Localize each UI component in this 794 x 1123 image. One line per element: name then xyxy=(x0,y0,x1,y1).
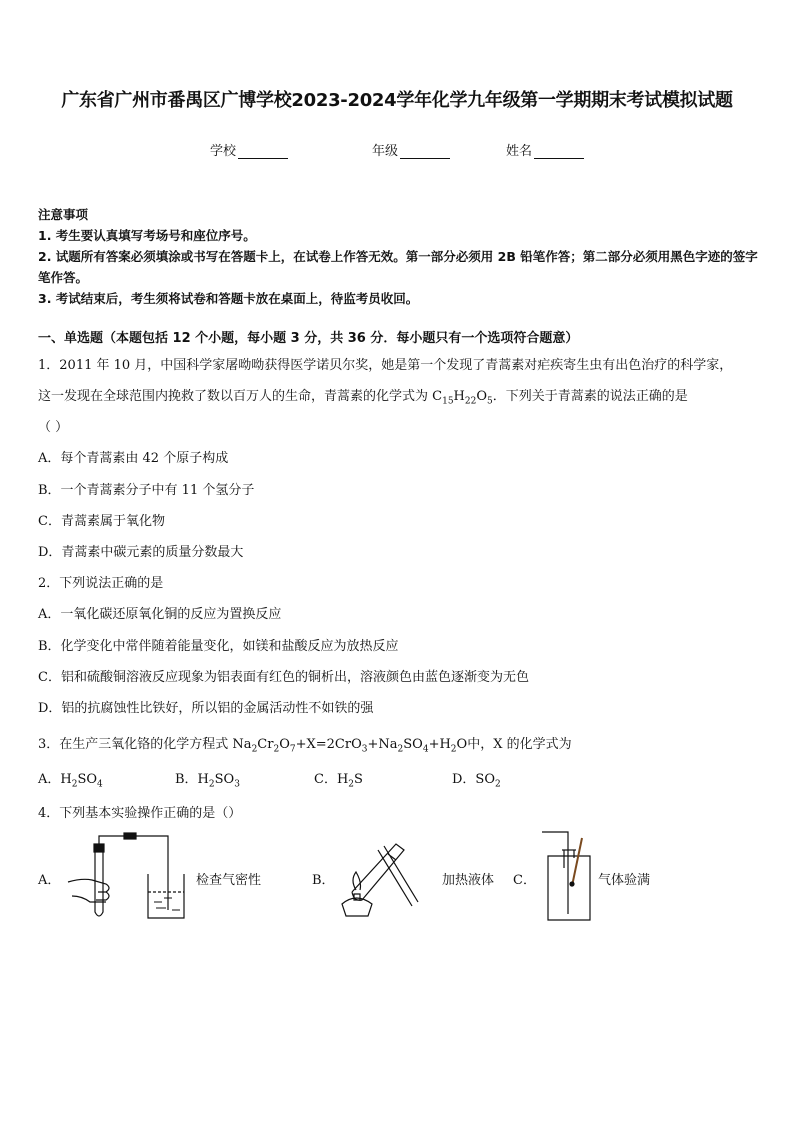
q3-stem: 3．在生产三氧化铬的化学方程式 $Na_2Cr_2O_7+X=2CrO_3+Na_2SO_4+H_2O$中，X 的化学式为 xyxy=(38,737,572,755)
q3-option-d[interactable]: D．$SO_2$ xyxy=(452,772,501,790)
q3-option-a[interactable]: A．$H_2SO_4$ xyxy=(38,772,103,790)
note-item: 2. 试题所有答案必须填涂或书写在答题卡上，在试卷上作答无效。第一部分必须用 2B 铅笔作答；第二部分必须用黑色字迹的签字笔作答。 xyxy=(38,249,758,285)
q4-option-b-caption: 加热液体 xyxy=(442,873,495,888)
note-item: 3. 考试结束后，考生须将试卷和答题卡放在桌面上，待监考员收回。 xyxy=(38,291,419,306)
school-label: 学校 xyxy=(210,144,237,159)
school-field[interactable] xyxy=(210,140,288,159)
name-label: 姓名 xyxy=(506,144,533,159)
q3-option-c[interactable]: C．$H_2S$ xyxy=(314,772,363,790)
q4-stem: 4．下列基本实验操作正确的是（） xyxy=(38,806,242,821)
q2-stem: 2．下列说法正确的是 xyxy=(38,576,164,591)
gas-collection-check-figure xyxy=(534,828,598,924)
q1-stem-line1: 1．2011 年 10 月，中国科学家屠呦呦获得医学诺贝尔奖，她是第一个发现了青蒿素对疟疾寄生虫有出色治疗的科学家， xyxy=(38,358,733,373)
page-title: 广东省广州市番禺区广博学校2023-2024学年化学九年级第一学期期末考试模拟试题 xyxy=(61,90,733,111)
q1-option-a[interactable]: A．每个青蒿素由 42 个原子构成 xyxy=(38,451,229,466)
note-item: 1. 考生要认真填写考场号和座位序号。 xyxy=(38,228,256,243)
q4-option-a-letter[interactable]: A． xyxy=(38,873,61,888)
grade-field[interactable] xyxy=(372,140,450,159)
name-field[interactable] xyxy=(506,140,584,159)
q3-equation: $Na_2Cr_2O_7+X=2CrO_3+Na_2SO_4+H_2O$ xyxy=(232,737,468,755)
q1-stem-line2: 这一发现在全球范围内挽救了数以百万人的生命，青蒿素的化学式为 $C_{15}H_{22}O_5$．下列关于青蒿素的说法正确的是 xyxy=(38,389,688,407)
notes-section xyxy=(38,204,760,309)
q2-option-d[interactable]: D．铝的抗腐蚀性比铁好，所以铝的金属活动性不如铁的强 xyxy=(38,701,374,716)
q4-option-a-caption: 检查气密性 xyxy=(196,873,262,888)
q4-option-c-letter[interactable]: C． xyxy=(513,873,536,888)
q2-option-b[interactable]: B．化学变化中常伴随着能量变化，如镁和盐酸反应为放热反应 xyxy=(38,639,399,654)
notes-heading: 注意事项 xyxy=(38,207,89,222)
q2-option-a[interactable]: A．一氧化碳还原氧化铜的反应为置换反应 xyxy=(38,607,282,622)
q1-option-d[interactable]: D．青蒿素中碳元素的质量分数最大 xyxy=(38,545,244,560)
q1-paren: （ ） xyxy=(38,420,69,435)
q2-option-c[interactable]: C．铝和硫酸铜溶液反应现象为铝表面有红色的铜析出，溶液颜色由蓝色逐渐变为无色 xyxy=(38,670,529,685)
q3-option-b[interactable]: B．$H_2SO_3$ xyxy=(175,772,240,790)
section-heading: 一、单选题（本题包括 12 个小题，每小题 3 分，共 36 分．每小题只有一个选项符合题意） xyxy=(38,331,579,346)
q4-option-c-caption: 气体验满 xyxy=(598,873,651,888)
q4-option-b-letter[interactable]: B． xyxy=(312,873,335,888)
heating-liquid-figure xyxy=(334,830,438,922)
airtightness-check-figure xyxy=(62,830,192,922)
q1-option-c[interactable]: C．青蒿素属于氧化物 xyxy=(38,514,165,529)
q1-option-b[interactable]: B．一个青蒿素分子中有 11 个氢分子 xyxy=(38,483,255,498)
grade-label: 年级 xyxy=(372,144,399,159)
